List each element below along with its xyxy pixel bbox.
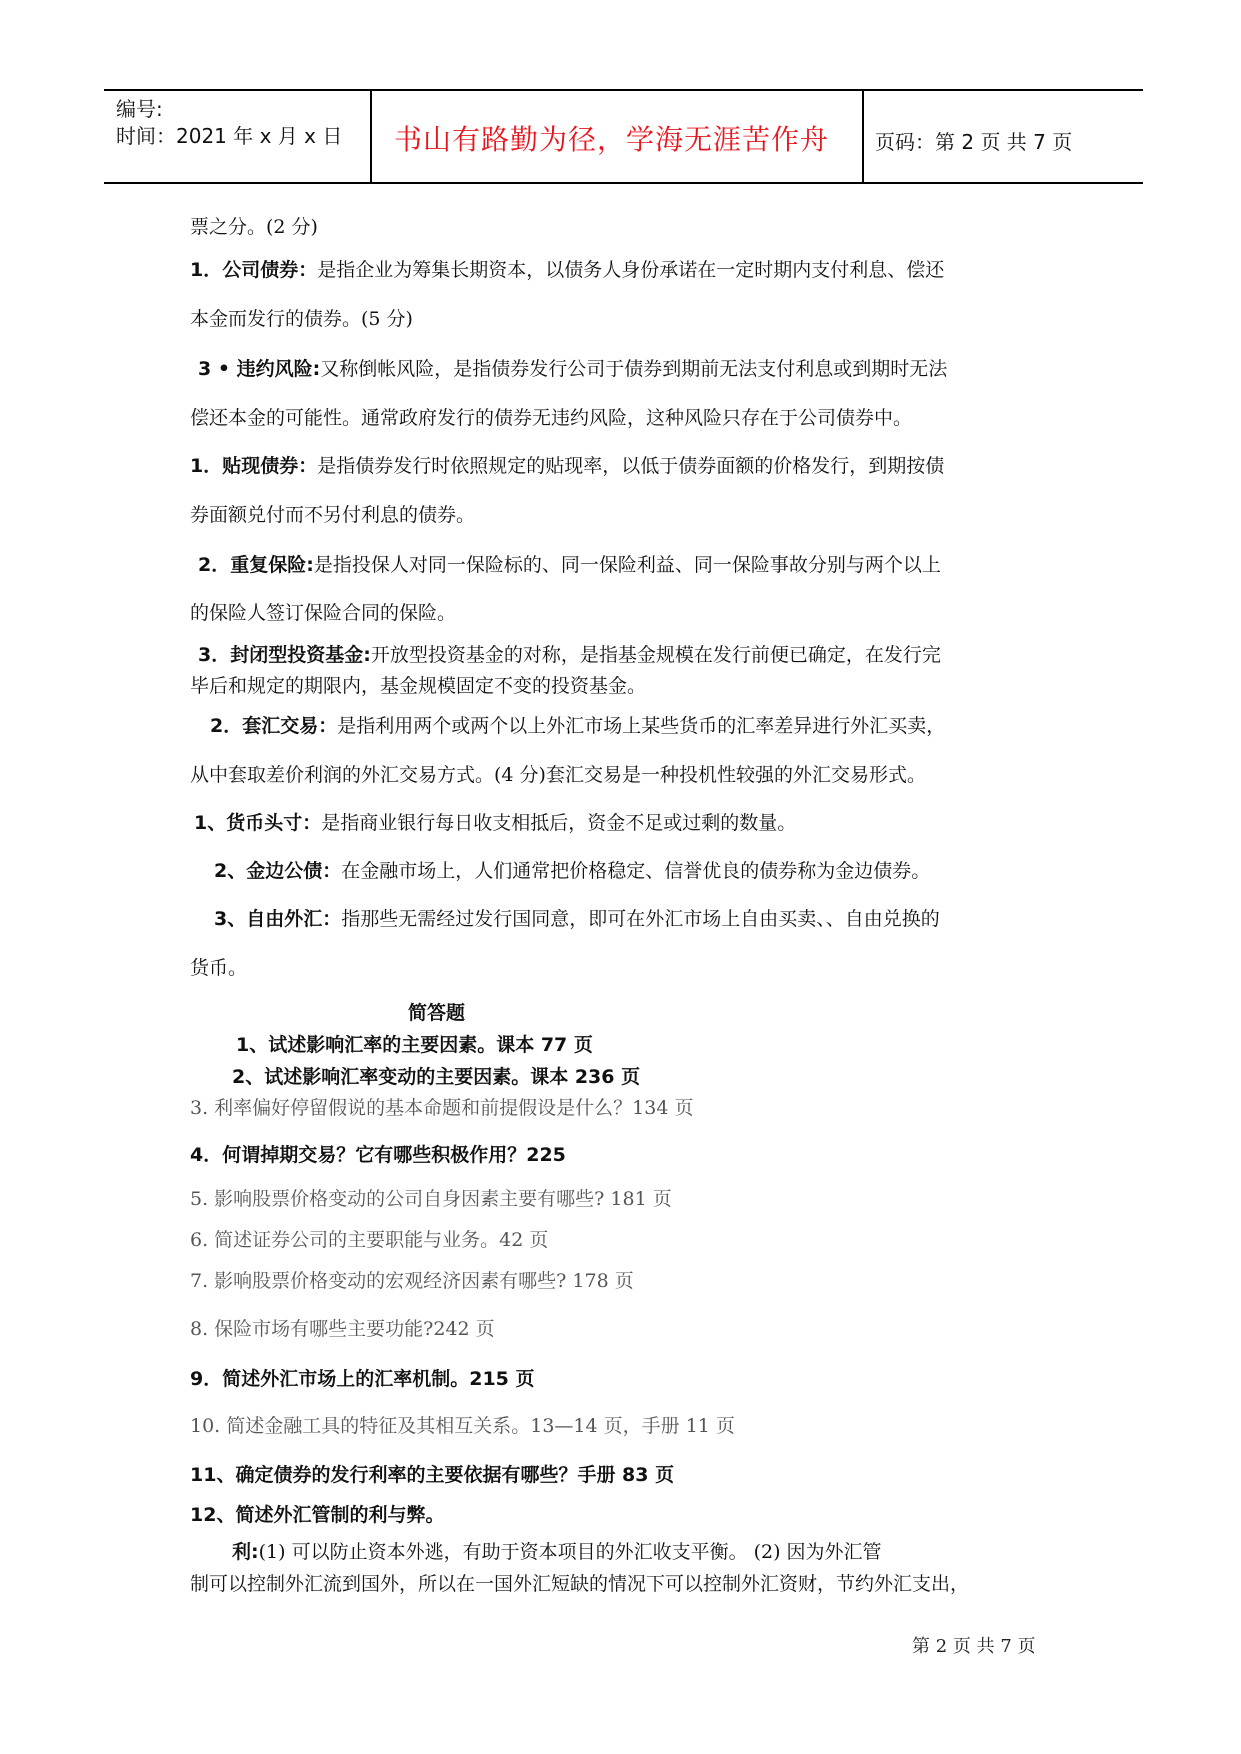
answer-line [232,1540,882,1565]
term-title: 3、自由外汇： [214,908,342,930]
question-item: 11、确定债券的发行利率的主要依据有哪些？手册 83 页 [190,1464,675,1486]
text-line: 偿还本金的可能性。通常政府发行的债券无违约风险，这种风险只存在于公司债券中。 [190,407,913,429]
question-item: 1、试述影响汇率的主要因素。课本 77 页 [236,1034,593,1056]
answer-text: (1) 可以防止资本外逃，有助于资本项目的外汇收支平衡。 (2) 因为外汇管 [258,1541,882,1563]
doc-number-label: 编号: [116,97,163,121]
term-definition [214,859,930,884]
term-definition [214,907,940,932]
doc-time-label: 时间：2021 年 x 月 x 日 [116,124,343,148]
section-heading: 简答题 [408,1002,466,1024]
term-text: 是指商业银行每日收支相抵后，资金不足或过剩的数量。 [321,812,797,834]
term-text: 是指利用两个或两个以上外汇市场上某些货币的汇率差异进行外汇买卖， [337,715,946,737]
header-divider-left [370,89,372,184]
text-line: 货币。 [190,957,248,979]
question-item: 3. 利率偏好停留假说的基本命题和前提假设是什么？134 页 [190,1097,694,1119]
text-line: 券面额兑付而不另付利息的债券。 [190,504,476,526]
text-line: 从中套取差价利润的外汇交易方式。(4 分)套汇交易是一种投机性较强的外汇交易形式。 [190,764,926,786]
term-text: 指那些无需经过发行国同意，即可在外汇市场上自由买卖、、自由兑换的 [341,908,940,930]
question-item: 10. 简述金融工具的特征及其相互关系。13—14 页，手册 11 页 [190,1415,735,1437]
term-definition [198,643,941,668]
term-definition [198,357,947,382]
term-title: 2．套汇交易： [210,715,338,737]
term-title: 1、货币头寸： [194,812,322,834]
term-title: 3 • 违约风险: [198,358,321,380]
term-definition [190,454,944,479]
page-code: 页码：第 2 页 共 7 页 [875,130,1073,154]
term-definition [190,258,944,283]
term-definition [194,811,796,836]
answer-label: 利: [232,1541,259,1563]
text-line: 毕后和规定的期限内，基金规模固定不变的投资基金。 [190,675,647,697]
text-line: 票之分。(2 分) [190,216,318,238]
term-text: 在金融市场上，人们通常把价格稳定、信誉优良的债券称为金边债券。 [341,860,931,882]
text-line: 的保险人签订保险合同的保险。 [190,602,457,624]
header-top-rule [104,89,1143,91]
question-item: 9．简述外汇市场上的汇率机制。215 页 [190,1368,535,1390]
term-text: 是指企业为筹集长期资本，以债务人身份承诺在一定时期内支付利息、偿还 [317,259,945,281]
term-text: 开放型投资基金的对称，是指基金规模在发行前便已确定，在发行完 [370,644,941,666]
term-title: 2．重复保险: [198,554,314,576]
term-definition [210,714,945,739]
question-item: 7. 影响股票价格变动的宏观经济因素有哪些? 178 页 [190,1270,634,1292]
question-item: 6. 简述证券公司的主要职能与业务。42 页 [190,1229,549,1251]
header-bottom-rule [104,182,1143,184]
term-title: 1．贴现债券： [190,455,318,477]
page-footer: 第 2 页 共 7 页 [912,1636,1036,1657]
motto-title: 书山有路勤为径，学海无涯苦作舟 [394,123,830,156]
question-item: 2、试述影响汇率变动的主要因素。课本 236 页 [232,1066,641,1088]
header-divider-right [862,89,864,184]
question-item: 4．何谓掉期交易？它有哪些积极作用？225 [190,1144,566,1166]
term-title: 3．封闭型投资基金: [198,644,371,666]
question-item: 8. 保险市场有哪些主要功能?242 页 [190,1318,495,1340]
term-title: 1．公司债券： [190,259,318,281]
term-title: 2、金边公债： [214,860,342,882]
question-item: 12、简述外汇管制的利与弊。 [190,1504,445,1526]
text-line: 本金而发行的债券。(5 分) [190,308,413,330]
term-text: 是指投保人对同一保险标的、同一保险利益、同一保险事故分别与两个以上 [313,554,941,576]
term-text: 又称倒帐风险，是指债券发行公司于债券到期前无法支付利息或到期时无法 [320,358,948,380]
term-text: 是指债券发行时依照规定的贴现率，以低于债券面额的价格发行，到期按债 [317,455,945,477]
question-item: 5. 影响股票价格变动的公司自身因素主要有哪些? 181 页 [190,1188,672,1210]
term-definition [198,553,941,578]
answer-line: 制可以控制外汇流到国外，所以在一国外汇短缺的情况下可以控制外汇资财，节约外汇支出， [190,1573,970,1595]
